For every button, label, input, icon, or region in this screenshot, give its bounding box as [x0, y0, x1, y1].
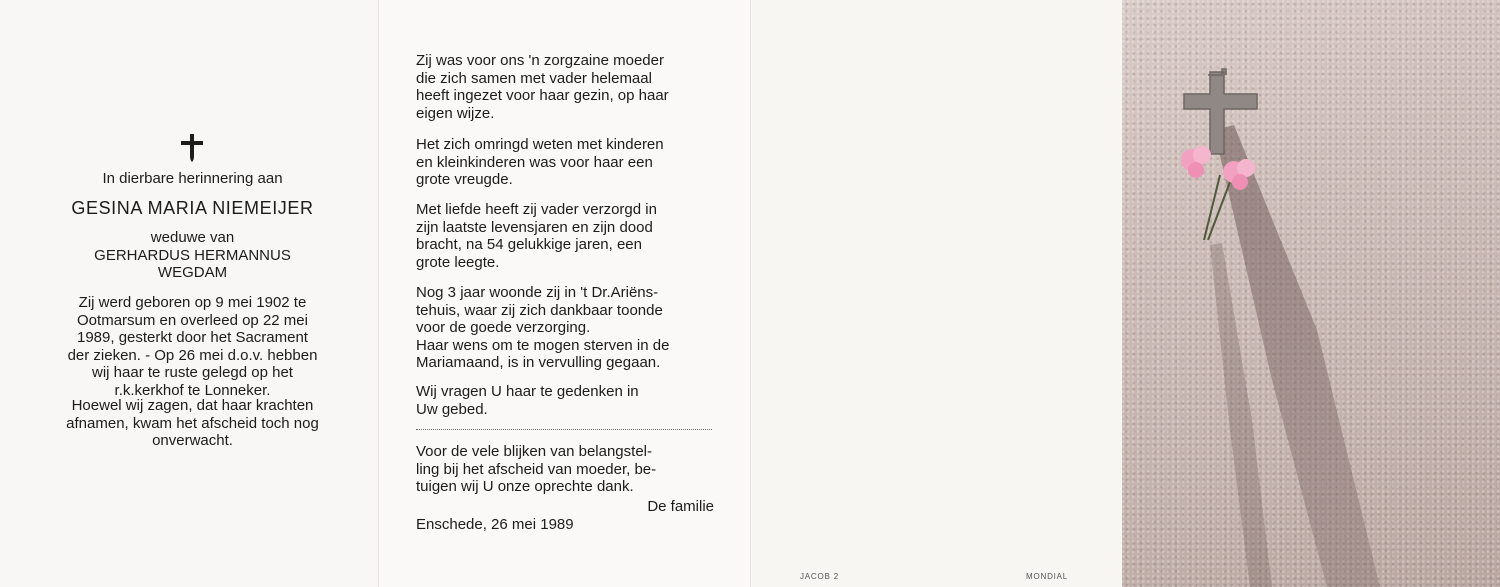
text-line: tuigen wij U onze oprechte dank. — [416, 478, 634, 495]
fold-line — [378, 0, 379, 587]
stone-cross-icon — [1184, 69, 1257, 154]
text-line: grote leegte. — [416, 253, 500, 271]
publisher-mark: MONDIAL — [1026, 572, 1069, 581]
bio-line: der zieken. - Op 26 mei d.o.v. hebben — [67, 346, 318, 364]
deceased-name: GESINA MARIA NIEMEIJER — [71, 198, 314, 218]
bio-line: Ootmarsum en overleed op 22 mei — [77, 311, 308, 329]
closing-line: onverwacht. — [152, 432, 233, 449]
text-line: eigen wijze. — [416, 104, 495, 122]
text-line: bracht, na 54 gelukkige jaren, een — [416, 236, 642, 253]
text-line: en kleinkinderen was voor haar een — [416, 153, 653, 171]
paragraph-grandchildren — [416, 136, 714, 189]
place-and-date: Enschede, 26 mei 1989 — [416, 516, 574, 533]
bio-line: 1989, gesterkt door het Sacrament — [77, 329, 308, 346]
widow-line: GERHARDUS HERMANNUS — [94, 246, 291, 264]
paragraph-prayer-request — [416, 383, 714, 418]
text-line: Uw gebed. — [416, 400, 488, 418]
fold-line — [750, 0, 751, 587]
print-code: JACOB 2 — [800, 572, 839, 581]
cross-icon — [180, 133, 204, 163]
widow-of-block — [20, 229, 365, 282]
text-line: tehuis, waar zij zich dankbaar toonde — [416, 301, 663, 319]
text-line: Nog 3 jaar woonde zij in 't Dr.Ariëns- — [416, 284, 659, 301]
text-line: Haar wens om te mogen sterven in de — [416, 336, 670, 354]
paragraph-thanks — [416, 443, 714, 496]
paragraph-care-home — [416, 284, 714, 372]
intro-line: In dierbare herinnering aan — [102, 170, 283, 187]
cross-photo — [1122, 0, 1500, 587]
closing-line: afnamen, kwam het afscheid toch nog — [66, 414, 319, 432]
text-line: heeft ingezet voor haar gezin, op haar — [416, 87, 669, 104]
text-line: Zij was voor ons 'n zorgzaine moeder — [416, 52, 664, 69]
text-line: Voor de vele blijken van belangstel- — [416, 443, 652, 460]
pink-flower-icon — [1181, 146, 1211, 178]
bio-line: Zij werd geboren op 9 mei 1902 te — [78, 294, 307, 311]
text-line: Wij vragen U haar te gedenken in — [416, 383, 639, 400]
bio-line: wij haar te ruste gelegd op het — [92, 364, 293, 381]
text-line: ling bij het afscheid van moeder, be- — [416, 460, 657, 478]
dotted-divider — [416, 429, 712, 430]
text-line: grote vreugde. — [416, 171, 513, 188]
closing-line: Hoewel wij zagen, dat haar krachten — [71, 397, 314, 414]
closing-paragraph — [20, 397, 365, 450]
text-line: zijn laatste levensjaren en zijn dood — [416, 218, 653, 236]
text-line: Met liefde heeft zij vader verzorgd in — [416, 201, 657, 218]
blank-card-panel — [750, 0, 1122, 587]
widow-line: WEGDAM — [157, 264, 228, 281]
text-line: Het zich omringd weten met kinderen — [416, 136, 664, 153]
bio-line: r.k.kerkhof te Lonneker. — [114, 381, 271, 399]
text-line: Mariamaand, is in vervulling gegaan. — [416, 354, 661, 371]
paragraph-care-for-father — [416, 201, 714, 271]
biography-paragraph — [20, 294, 365, 399]
paragraph-caring-mother — [416, 52, 714, 122]
text-line: voor de goede verzorging. — [416, 319, 591, 336]
text-line: die zich samen met vader helemaal — [416, 69, 652, 87]
widow-line: weduwe van — [150, 229, 235, 246]
family-signature: De familie — [647, 498, 714, 515]
